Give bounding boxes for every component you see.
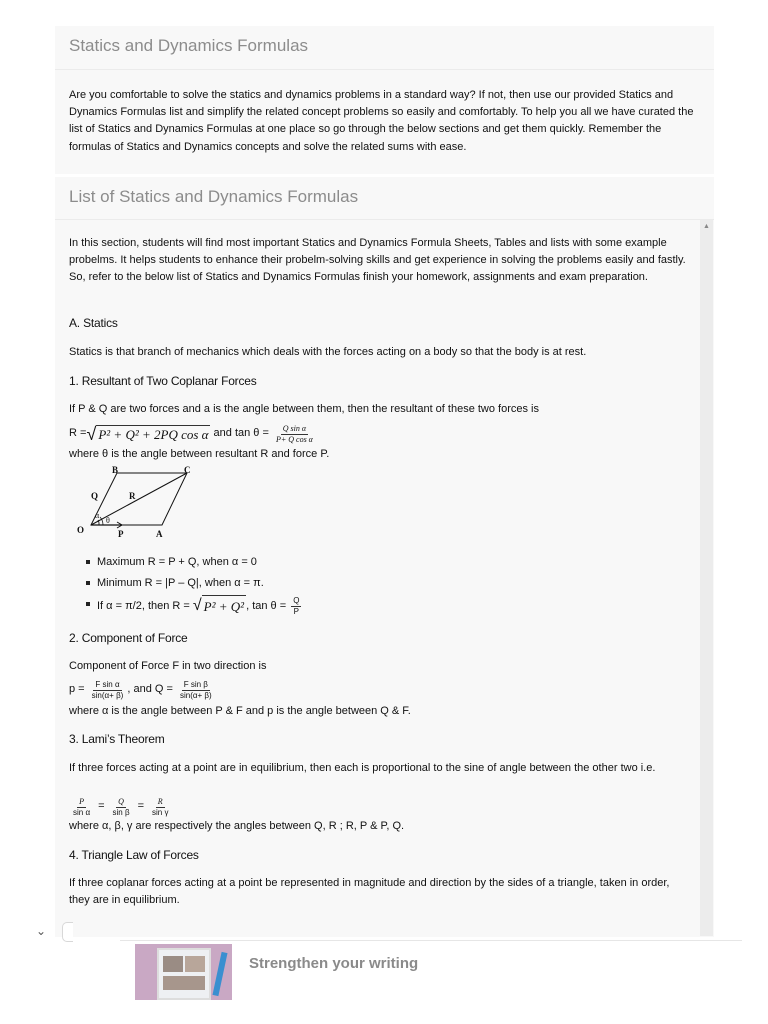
parallelogram-diagram — [72, 465, 202, 541]
list-item: Minimum R = |P – Q|, when α = π. — [84, 573, 303, 594]
and-q-text: , and Q = — [127, 683, 176, 696]
photo-placeholder — [163, 956, 183, 972]
component-where: where α is the angle between P & F and p is the angle between Q & F. — [69, 705, 411, 717]
scroll-up-icon[interactable]: ▲ — [703, 223, 710, 230]
list-section-paragraph: In this section, students will find most important Statics and Dynamics Formula Sheets, Tables and lists with some example probelms. It helps students to enhance their probelm-solving skills and get experience in solving the problems easily and fastly. So, refer to the below list of Statics and Dynamics Formulas finish your homework, assignments and exam preparation. — [69, 237, 686, 284]
bullet3-numerator: Q — [293, 595, 300, 605]
label-c: C — [184, 465, 191, 475]
ad-image[interactable] — [135, 944, 232, 1000]
component-text: Component of Force F in two direction is — [69, 660, 267, 672]
lami-fraction-p — [71, 797, 92, 818]
scrollbar[interactable] — [700, 220, 713, 936]
lami-heading: 3. Lami’s Theorem — [69, 732, 165, 746]
p-numerator: F sin α — [95, 679, 120, 689]
resultant-formula — [69, 421, 699, 447]
photo-placeholder — [185, 956, 205, 972]
label-alpha: α — [95, 511, 100, 520]
ad-bar — [0, 940, 768, 1024]
lami-sin-beta: sin β — [112, 807, 130, 817]
label-theta: θ — [106, 516, 110, 525]
p-prefix: p = — [69, 683, 88, 696]
lami-sin-gamma: sin γ — [152, 807, 169, 817]
bullet3-tan: , tan θ = — [246, 599, 290, 612]
q-numerator: F sin β — [183, 679, 208, 689]
list-section-title: List of Statics and Dynamics Formulas — [55, 187, 714, 220]
triangle-heading: 4. Triangle Law of Forces — [69, 848, 199, 862]
q-fraction — [178, 680, 214, 701]
statics-definition: Statics is that branch of mechanics which deals with the forces acting on a body so that the body is at rest. — [69, 346, 587, 358]
bullet3-prefix: If α = π/2, then R = — [97, 599, 193, 612]
resultant-heading: 1. Resultant of Two Coplanar Forces — [69, 374, 257, 388]
tan-denominator: P+ Q cos α — [275, 434, 313, 444]
lami-fraction-r — [150, 797, 170, 818]
equals-sign: = — [137, 800, 145, 813]
intro-paragraph: Are you comfortable to solve the statics and dynamics problems in a standard way? If not, then use our provided Statics and Dynamics Formulas list and simplify the related concept problems so easily and comfortably. To help you all we have curated the list of Statics and Dynamics Formulas at one place so go through the below sections and get them quickly. Remember the formulas of Statics and Dynamics concepts and solve the related sums with ease. — [69, 89, 694, 153]
sqrt-sign: √ — [192, 597, 202, 614]
bullet3-fraction — [291, 596, 301, 617]
list-item — [84, 594, 303, 618]
p-denominator: sin(α+ β) — [91, 690, 124, 700]
triangle-text: If three coplanar forces acting at a point be represented in magnitude and direction by the sides of a triangle, taken in order, they are in equilibrium. — [69, 877, 670, 907]
collapse-tab[interactable] — [62, 922, 73, 942]
lami-p: P — [79, 796, 84, 806]
lami-r: R — [157, 796, 163, 806]
component-heading: 2. Component of Force — [69, 631, 188, 645]
label-o: O — [77, 525, 85, 535]
p-fraction — [90, 680, 126, 701]
label-b: B — [112, 465, 119, 475]
resultant-text: If P & Q are two forces and a is the angle between them, then the resultant of these two forces is — [69, 403, 540, 415]
statics-heading: A. Statics — [69, 316, 118, 330]
and-tan-text: and tan θ = — [210, 427, 272, 440]
bullet3-root: P² + Q² — [202, 595, 246, 617]
divider — [120, 940, 742, 941]
q-denominator: sin(α+ β) — [179, 690, 212, 700]
sqrt-sign: √ — [86, 424, 97, 444]
lami-where: where α, β, γ are respectively the angles between Q, R ; R, P & P, Q. — [69, 820, 405, 832]
ad-text[interactable]: Strengthen your writing — [249, 955, 419, 972]
tan-numerator: Q sin α — [282, 423, 307, 433]
r-expression: P² + Q² + 2PQ cos α — [98, 426, 209, 442]
r-prefix: R = — [69, 427, 87, 440]
label-q: Q — [91, 491, 99, 501]
lami-formula — [69, 794, 699, 820]
label-a: A — [156, 529, 163, 539]
pen-graphic — [212, 952, 227, 996]
list-item: Maximum R = P + Q, when α = 0 — [84, 552, 303, 573]
lami-text: If three forces acting at a point are in equilibrium, then each is proportional to the sine of angle between the other two i.e. — [69, 762, 656, 774]
bullet3-denominator: P — [293, 606, 299, 616]
lami-q: Q — [118, 796, 124, 806]
resultant-bullets — [84, 552, 303, 618]
tablet-screen — [157, 948, 211, 1000]
label-p: P — [118, 529, 124, 539]
component-formula — [69, 677, 699, 703]
equals-sign: = — [98, 800, 105, 813]
label-r: R — [129, 491, 136, 501]
intro-title: Statics and Dynamics Formulas — [55, 36, 714, 70]
chevron-down-icon[interactable]: ⌄ — [36, 924, 47, 938]
photo-placeholder — [163, 976, 205, 990]
resultant-where: where θ is the angle between resultant R and force P. — [69, 448, 330, 460]
tan-fraction — [274, 424, 315, 445]
lami-fraction-q — [111, 797, 132, 818]
lami-sin-alpha: sin α — [73, 807, 91, 817]
